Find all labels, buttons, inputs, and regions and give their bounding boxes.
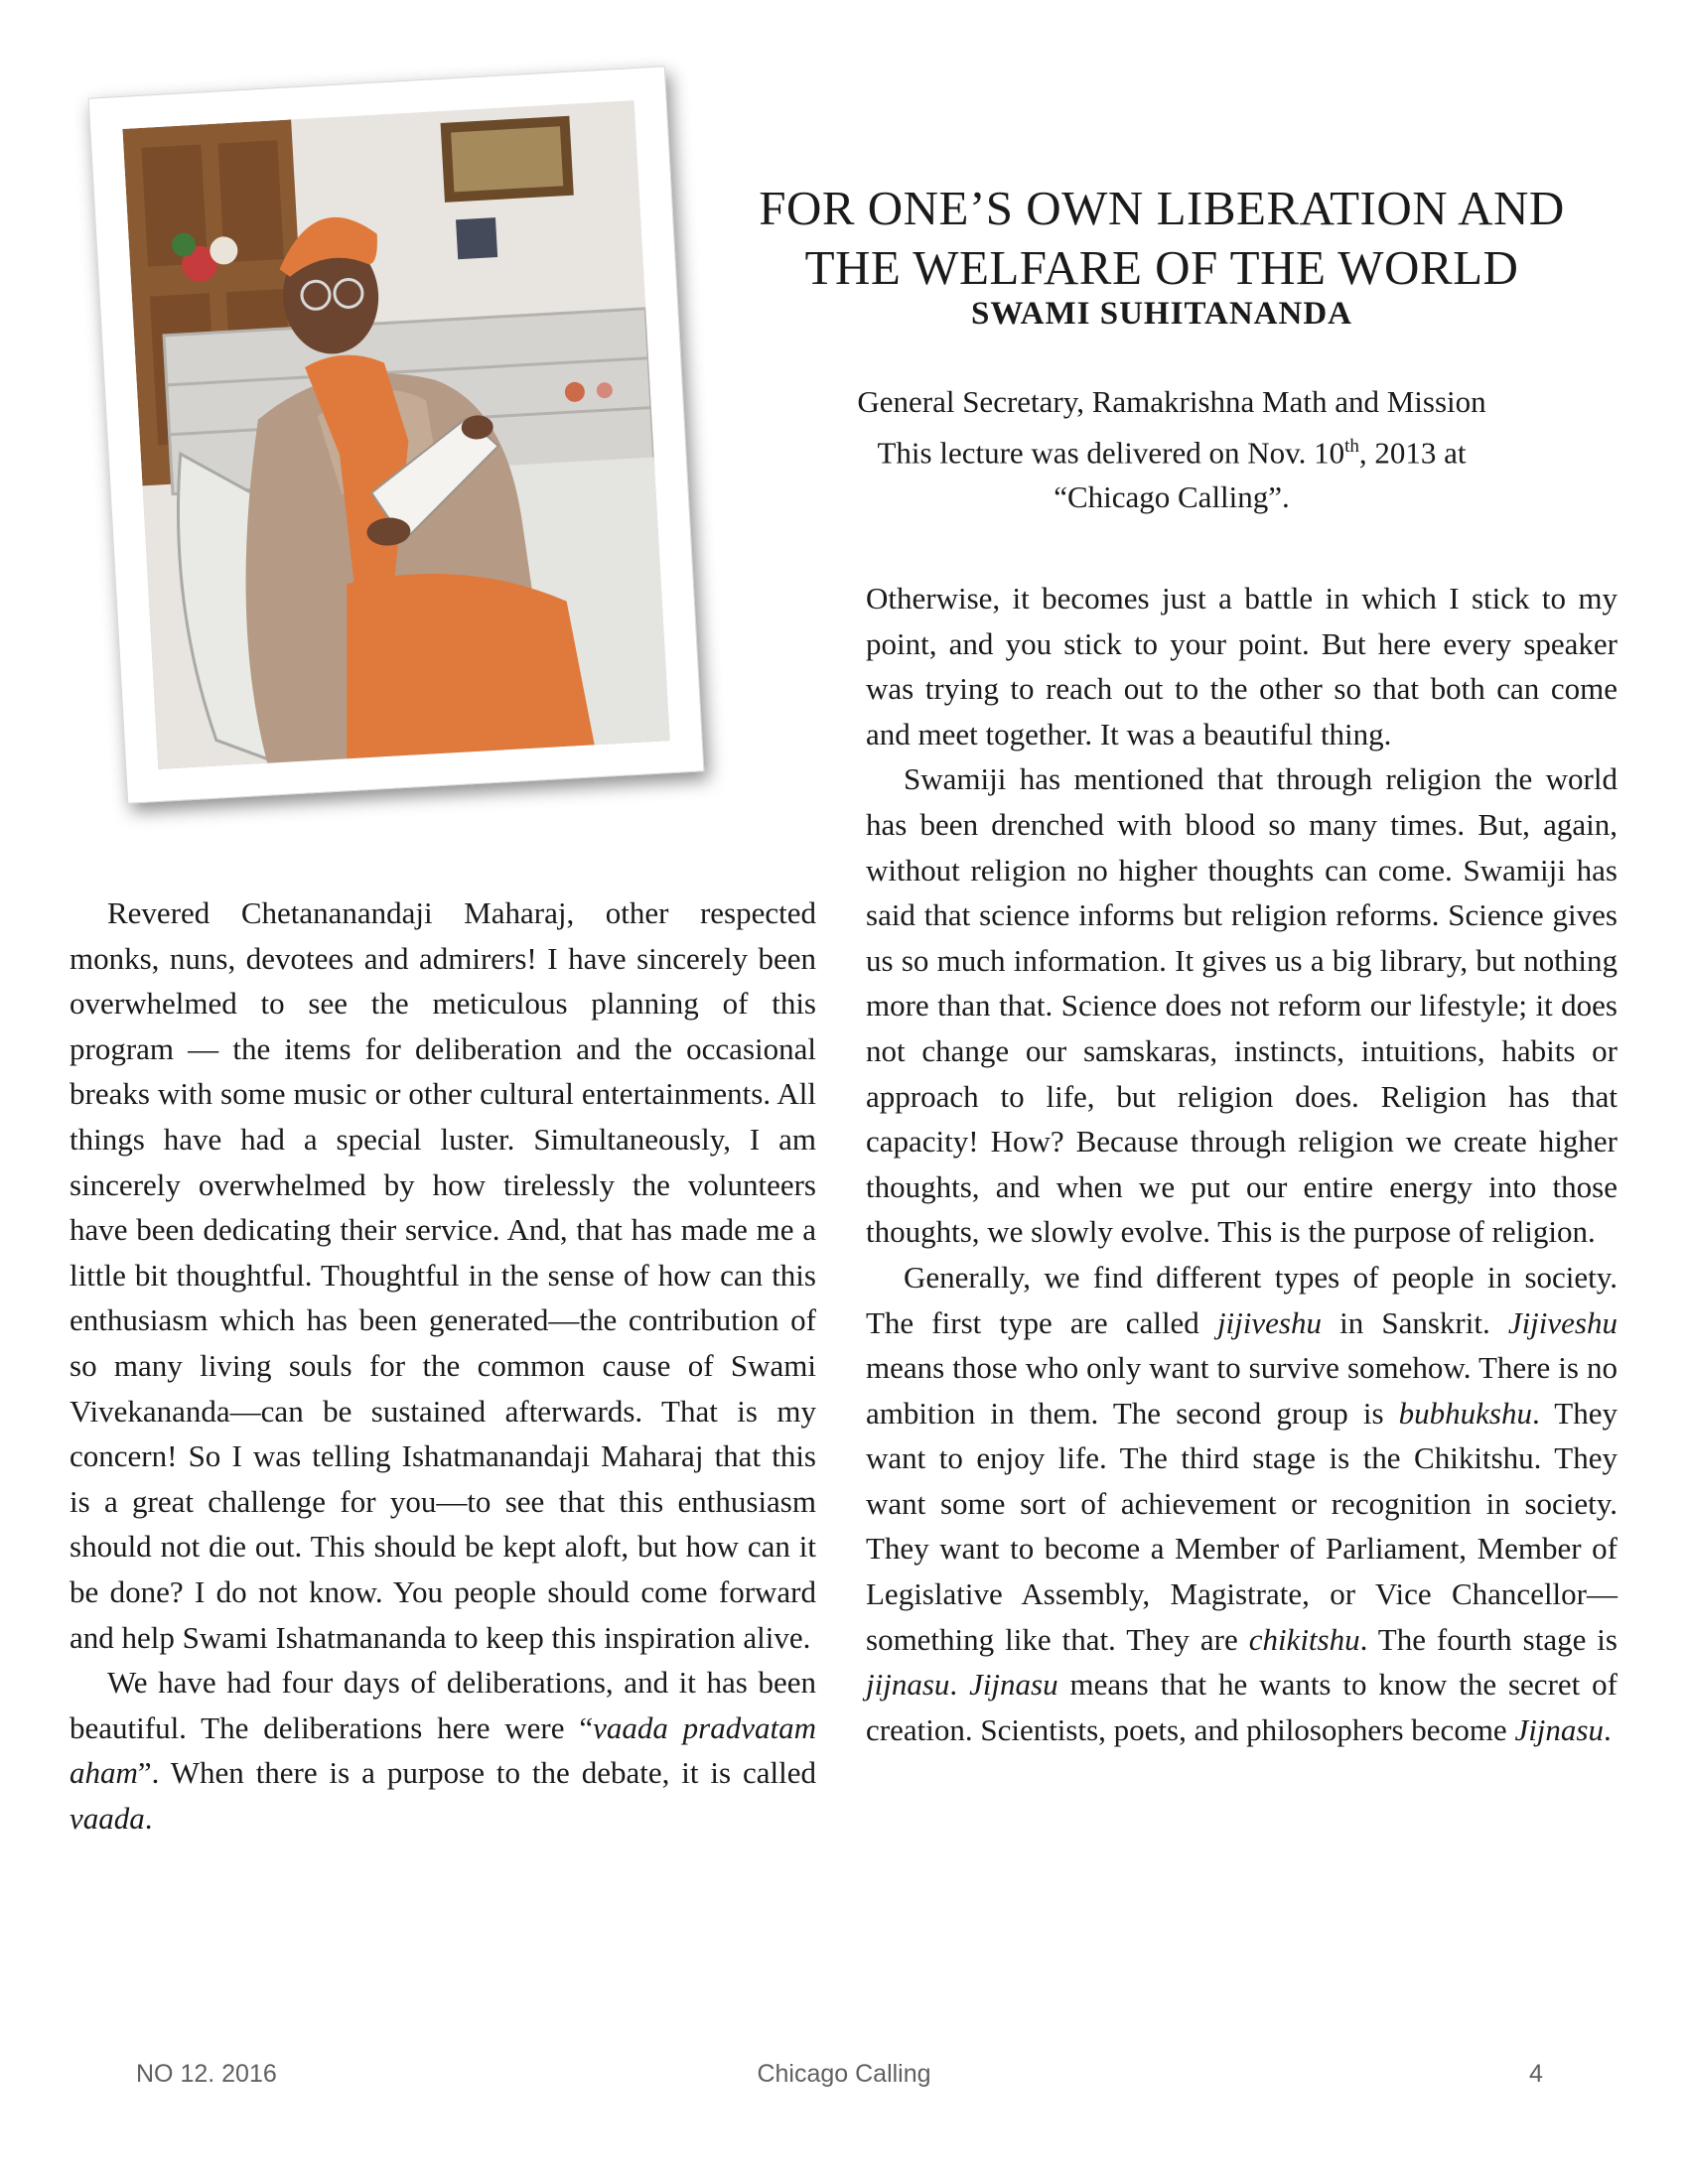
paragraph: Swamiji has mentioned that through religion the world has been drenched with blood so many times. But, again, without religion no higher thoughts can come. Swamiji has said that science informs but religion reforms. Science gives us so much information. It gives us a big library, but nothing more than that. Science does not reform our lifestyle; it does not change our samskaras, instincts, intuitions, habits or approach to life, but religion does. Religion has that capacity! How? Because through religion we create higher thoughts, and when we put our entire energy into those thoughts, we slowly evolve. This is the purpose of religion. [866,761,1618,1250]
text-run: Generally, we find different types of people in society. The first type are called [866,1259,1618,1340]
text-run: . [144,1800,153,1836]
text-run: . [949,1667,970,1703]
left-column [70,890,816,1841]
footer-page-number: 4 [1529,2060,1543,2088]
portrait-photo [122,100,669,769]
portrait-illustration [122,100,669,769]
text-run: . The fourth stage is [1359,1621,1618,1657]
italic-term: bubhukshu [1398,1395,1532,1431]
text-run: means those who only want to survive somehow. There is no ambition in them. The second group is [866,1350,1618,1431]
text-run: in Sanskrit. [1321,1304,1508,1340]
text-run: . [1604,1711,1612,1747]
italic-term: vaada [70,1800,145,1836]
author-name: SWAMI SUHITANANDA [970,296,1352,332]
italic-term: Jijnasu [969,1667,1058,1703]
paragraph [866,1255,1618,1753]
text-run: means that he wants to know the secret of creation. Scientists, poets, and philosophers become [866,1667,1618,1747]
paragraph: Revered Chetananandaji Maharaj, other respected monks, nuns, devotees and admirers! I have sincerely been overwhelmed to see the meticulous planning of this program — the items for deliberation and the occasional breaks with some music or other cultural entertainments. All things have had a special luster. Simultaneously, I am sincerely overwhelmed by how tirelessly the volunteers have been dedicating their service. And, that has made me a little bit thoughtful. Thoughtful in the sense of how can this enthusiasm which has been generated—the contribution of so many living souls for the common cause of Swami Vivekananda—can be sustained afterwards. That is my concern! So I was telling Ishatmanandaji Maharaj that this is a great challenge for you—to see that this enthusiasm should not die out. This should be kept aloft, but how can it be done? I do not know. You people should come forward and help Swami Ishatmananda to keep this inspiration alive. [70,895,816,1655]
text-run: . They want to enjoy life. The third stage is the Chikitshu. They want some sort of achievement or recognition in society. They want to become a Member of Parliament, Member of Legislative Assembly, Magistrate, or Vice Chancellor—something like that. They are [866,1395,1618,1657]
italic-term: jijnasu [866,1667,950,1703]
author-position: General Secretary, Ramakrishna Math and Mission [857,384,1486,419]
paragraph: Otherwise, it becomes just a battle in which I stick to my point, and you stick to your point. But here every speaker was trying to reach out to the other so that both can come and meet together. It was a beautiful thing. [866,581,1618,751]
text-run: We have had four days of deliberations, and it has been beautiful. The deliberations here were “ [70,1665,816,1745]
article-title [685,179,1638,298]
italic-term: Jijnasu [1514,1711,1604,1747]
lecture-venue: “Chicago Calling”. [1054,479,1290,515]
title-line-2: THE WELFARE OF THE WORLD [804,240,1519,295]
footer-publication: Chicago Calling [757,2060,931,2088]
lecture-date-year: , 2013 at [1358,435,1467,471]
lecture-date [695,424,1648,475]
photo-frame [88,66,705,803]
italic-term: Jijiveshu [1507,1304,1618,1340]
lecture-date-text: This lecture was delivered on Nov. 10 [877,435,1345,471]
title-line-1: FOR ONE’S OWN LIBERATION AND [759,181,1565,235]
footer-issue: NO 12. 2016 [136,2060,277,2088]
italic-term: vaada pradvatam aham [70,1709,816,1791]
italic-term: chikitshu [1248,1621,1360,1657]
text-run: ”. When there is a purpose to the debate, it is called [137,1755,816,1791]
lecture-date-suffix: th [1344,436,1359,457]
paragraph [70,1660,816,1841]
italic-term: jijiveshu [1216,1304,1322,1340]
right-column [866,576,1618,1752]
article-meta [695,379,1648,519]
